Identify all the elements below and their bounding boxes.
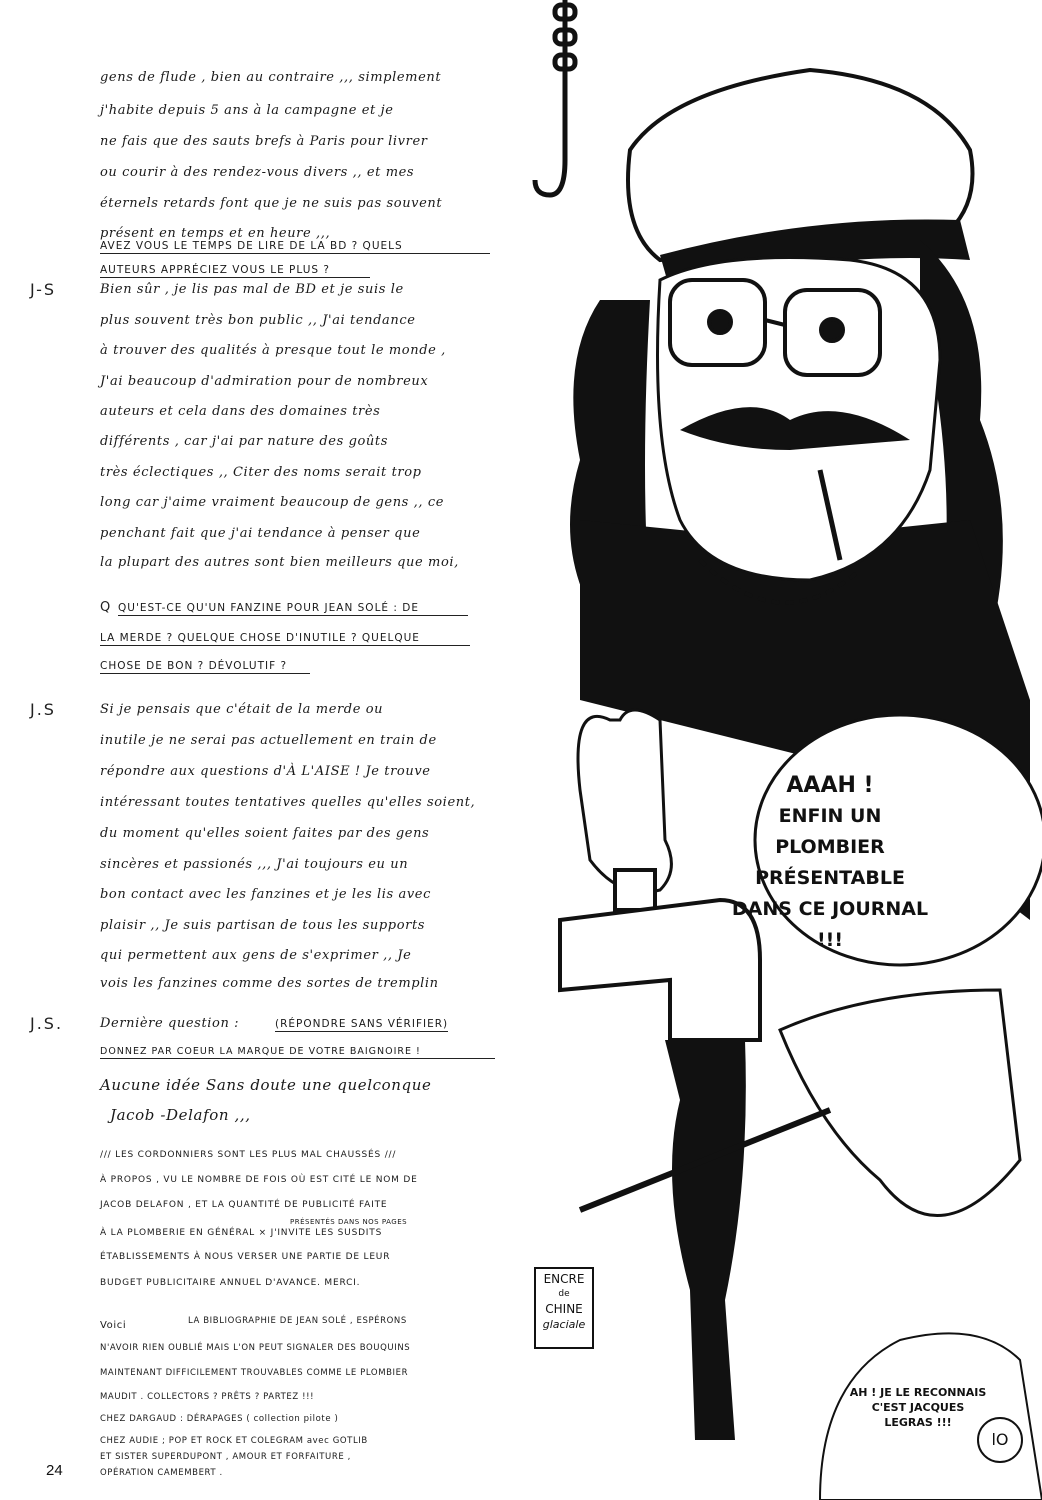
small-bubble-line: C'EST JACQUES: [871, 1401, 965, 1414]
answer1-line: ou courir à des rendez-vous divers ,, et mes: [100, 165, 415, 180]
answer3-line: inutile je ne serai pas actuellement en train de: [100, 733, 437, 748]
bubble-line: AAAH !: [786, 773, 874, 798]
answer2-line: plus souvent très bon public ,, J'ai tendance: [100, 313, 416, 328]
answer3-line: du moment qu'elles soient faites par des gens: [100, 826, 430, 841]
final-question-intro: Dernière question :: [100, 1016, 240, 1031]
plumber-illustration: [520, 0, 1042, 1500]
speech-bubble-main-text: [730, 770, 930, 956]
answer3-line: qui permettent aux gens de s'exprimer ,, Je: [100, 948, 412, 963]
answer2-line: auteurs et cela dans des domaines très: [100, 404, 381, 419]
biblio-audie-line: CHEZ AUDIE ; POP ET ROCK ET COLEGRAM avec GOTLIB: [100, 1436, 368, 1446]
answer2-line: la plupart des autres sont bien meilleurs que moi,: [100, 555, 459, 570]
question3-line: LA MERDE ? QUELQUE CHOSE D'INUTILE ? QUELQUE: [100, 632, 470, 646]
note-line: ÉTABLISSEMENTS À NOUS VERSER UNE PARTIE DE LEUR: [100, 1252, 391, 1262]
answer3-line: sincères et passionés ,,, J'ai toujours eu un: [100, 857, 409, 872]
bubble-line: DANS CE JOURNAL: [731, 898, 929, 920]
bubble-line: PRÉSENTABLE: [755, 867, 905, 889]
note-line: BUDGET PUBLICITAIRE ANNUEL D'AVANCE. MERCI.: [100, 1278, 361, 1288]
small-bubble-line: AH ! JE LE RECONNAIS: [849, 1386, 987, 1399]
answer3-line: répondre aux questions d'À L'AISE ! Je trouve: [100, 764, 431, 779]
biblio-intro-line: MAUDIT . COLLECTORS ? PRÊTS ? PARTEZ !!!: [100, 1392, 315, 1402]
answer1-line: gens de flude , bien au contraire ,,, simplement: [100, 70, 442, 85]
note-line: À LA PLOMBERIE EN GÉNÉRAL × J'INVITE LES SUSDITS: [100, 1228, 383, 1238]
artist-signature: lO: [991, 1430, 1009, 1449]
speaker-label: J.S: [30, 700, 56, 719]
question2-line: AUTEURS APPRÉCIEZ VOUS LE PLUS ?: [100, 264, 370, 278]
answer2-line: Bien sûr , je lis pas mal de BD et je suis le: [100, 282, 404, 297]
note-insert: PRÉSENTÉS DANS NOS PAGES: [290, 1218, 408, 1226]
question-marker: Q: [100, 600, 113, 615]
answer2-line: long car j'aime vraiment beaucoup de gens ,, ce: [100, 495, 445, 510]
ink-label-text: [535, 1272, 593, 1332]
bubble-line: ENFIN UN PLOMBIER: [775, 805, 885, 858]
note-line: À PROPOS , VU LE NOMBRE DE FOIS OÙ EST CITÉ LE NOM DE: [100, 1175, 418, 1185]
speaker-label: J.S.: [30, 1014, 64, 1033]
biblio-audie-line: OPÉRATION CAMEMBERT .: [100, 1468, 223, 1478]
biblio-intro-line: LA BIBLIOGRAPHIE DE JEAN SOLÉ , ESPÉRONS: [188, 1316, 407, 1326]
ink-label-line: ENCRE: [543, 1272, 585, 1286]
answer1-line: éternels retards font que je ne suis pas souvent: [100, 196, 443, 211]
answer3-line: plaisir ,, Je suis partisan de tous les supports: [100, 918, 426, 933]
note-line: JACOB DELAFON , ET LA QUANTITÉ DE PUBLICITÉ FAITE: [100, 1200, 388, 1210]
answer2-line: différents , car j'ai par nature des goûts: [100, 434, 389, 449]
bubble-line: !!!: [817, 929, 843, 951]
answer3-line: bon contact avec les fanzines et je les lis avec: [100, 887, 431, 902]
biblio-intro-line: MAINTENANT DIFFICILEMENT TROUVABLES COMME LE PLOMBIER: [100, 1368, 409, 1378]
answer3-line: intéressant toutes tentatives quelles qu'elles soient,: [100, 795, 476, 810]
final-answer-line: Jacob -Delafon ,,,: [110, 1106, 251, 1124]
chain-icon: [535, 0, 575, 195]
answer3-line: vois les fanzines comme des sortes de tremplin: [100, 976, 439, 991]
small-bubble-line: LEGRAS !!!: [884, 1416, 952, 1429]
ink-label-line: CHINE: [545, 1302, 583, 1316]
answer2-line: penchant fait que j'ai tendance à penser que: [100, 526, 421, 541]
final-question-line: DONNEZ PAR COEUR LA MARQUE DE VOTRE BAIGNOIRE !: [100, 1046, 495, 1059]
page-number: 24: [46, 1462, 63, 1479]
question3-line: CHOSE DE BON ? DÉVOLUTIF ?: [100, 660, 310, 674]
speaker-label: J-S: [30, 280, 57, 299]
biblio-audie-line: ET SISTER SUPERDUPONT , AMOUR ET FORFAITURE ,: [100, 1452, 351, 1462]
answer1-line: j'habite depuis 5 ans à la campagne et je: [100, 103, 394, 118]
answer1-line: présent en temps et en heure ,,,: [100, 226, 331, 241]
pen-hand-shape: [780, 990, 1020, 1216]
answer3-line: Si je pensais que c'était de la merde ou: [100, 702, 384, 717]
biblio-dargaud-entry: CHEZ DARGAUD : DÉRAPAGES ( collection pilote ): [100, 1414, 339, 1424]
question2-line: AVEZ VOUS LE TEMPS DE LIRE DE LA BD ? QUELS: [100, 240, 490, 254]
answer1-line: ne fais que des sauts brefs à Paris pour livrer: [100, 134, 428, 149]
final-answer-line: Aucune idée Sans doute une quelconque: [100, 1076, 432, 1094]
answer2-line: très éclectiques ,, Citer des noms serait trop: [100, 465, 422, 480]
note-line: /// LES CORDONNIERS SONT LES PLUS MAL CHAUSSÉS ///: [100, 1150, 397, 1160]
speech-bubble-small-text: [838, 1385, 998, 1430]
ink-label-line: de: [558, 1289, 570, 1299]
answer2-line: à trouver des qualités à presque tout le monde ,: [100, 343, 446, 358]
water-stream: [665, 1040, 746, 1440]
ink-label-line: glaciale: [542, 1318, 586, 1331]
biblio-intro-word: Voici: [100, 1320, 127, 1331]
question3-line: QU'EST-CE QU'UN FANZINE POUR JEAN SOLÉ : DE: [118, 602, 468, 616]
hand-shape: [578, 710, 671, 892]
biblio-intro-line: N'AVOIR RIEN OUBLIÉ MAIS L'ON PEUT SIGNALER DES BOUQUINS: [100, 1343, 411, 1353]
answer2-line: J'ai beaucoup d'admiration pour de nombreux: [100, 374, 429, 389]
final-question-note: (RÉPONDRE SANS VÉRIFIER): [275, 1018, 449, 1030]
